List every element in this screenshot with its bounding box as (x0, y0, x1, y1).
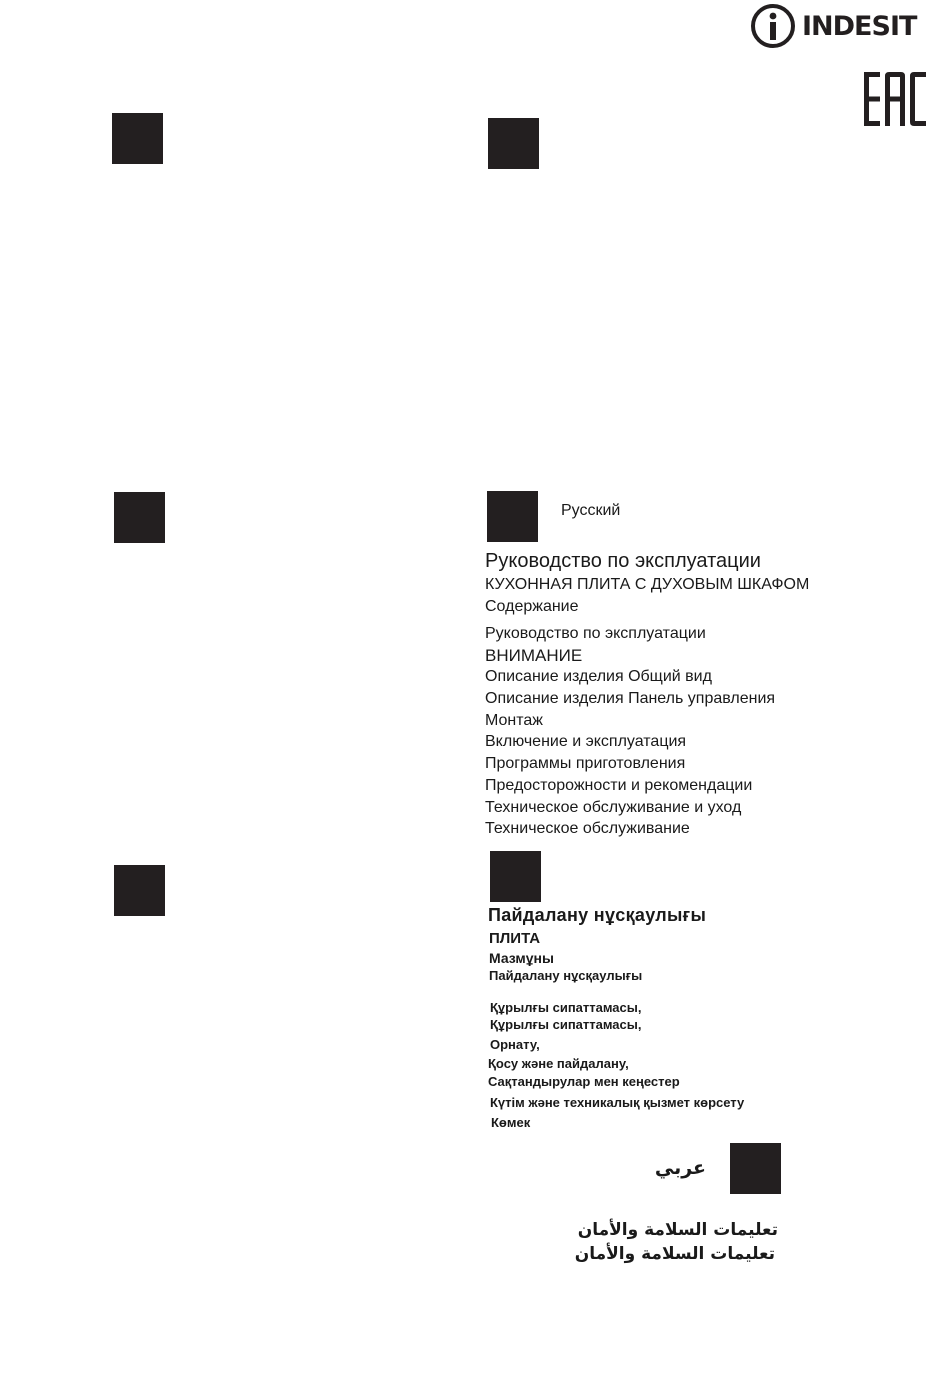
toc-item[interactable]: Описание изделия Панель управления (485, 690, 776, 708)
language-marker-square (114, 492, 165, 543)
russian-contents-heading: Содержание (485, 598, 579, 615)
kazakh-toc-item[interactable]: Қосу және пайдалану, (488, 1056, 629, 1071)
indesit-i-icon (750, 3, 796, 49)
toc-item[interactable]: Программы приготовления (485, 755, 686, 773)
kazakh-product-name: ПЛИТА (489, 930, 541, 947)
kazakh-toc-item[interactable]: Орнату, (490, 1037, 540, 1052)
arabic-heading-line: تعليمات السلامة والأمان (574, 1244, 775, 1264)
kazakh-toc-item[interactable]: Құрылғы сипаттамасы, (490, 1000, 642, 1015)
kazakh-toc-item[interactable]: Күтім және техникалық қызмет көрсету (490, 1095, 745, 1110)
kazakh-toc-item[interactable]: Құрылғы сипаттамасы, (490, 1017, 642, 1032)
toc-item[interactable]: Руководство по эксплуатации (485, 625, 706, 642)
kazakh-contents-heading: Мазмұны (489, 950, 554, 966)
eac-certification-mark (863, 71, 927, 127)
toc-item[interactable]: Включение и эксплуатация (485, 733, 687, 751)
toc-item[interactable]: Техническое обслуживание и уход (485, 798, 742, 816)
russian-marker-square (487, 491, 538, 542)
language-marker-square (112, 113, 163, 164)
russian-manual-title: Руководство по эксплуатации (485, 550, 761, 572)
arabic-language-label: عربي (654, 1157, 706, 1179)
arabic-marker-square (730, 1143, 781, 1194)
toc-item[interactable]: Монтаж (485, 711, 543, 729)
indesit-logo (750, 3, 935, 49)
language-marker-square (488, 118, 539, 169)
russian-table-of-contents (485, 623, 775, 840)
kazakh-marker-square (490, 851, 541, 902)
kazakh-manual-title: Пайдалану нұсқаулығы (488, 905, 707, 925)
russian-product-name: КУХОННАЯ ПЛИТА С ДУХОВЫМ ШКАФОМ (485, 576, 810, 593)
kazakh-toc-item[interactable]: Пайдалану нұсқаулығы (489, 968, 643, 983)
arabic-heading-line: تعليمات السلامة والأمان (577, 1220, 778, 1240)
kazakh-toc-item[interactable]: Көмек (491, 1115, 531, 1130)
brand-name: INDESIT (802, 10, 917, 42)
kazakh-toc-item[interactable]: Сақтандырулар мен кеңестер (488, 1074, 680, 1089)
russian-language-label: Русский (561, 502, 621, 519)
toc-item[interactable]: Описание изделия Общий вид (485, 668, 712, 686)
toc-item[interactable]: Техническое обслуживание (485, 820, 690, 838)
language-marker-square (114, 865, 165, 916)
toc-item[interactable]: Предосторожности и рекомендации (485, 776, 753, 794)
toc-item[interactable]: ВНИМАНИЕ (485, 645, 583, 665)
